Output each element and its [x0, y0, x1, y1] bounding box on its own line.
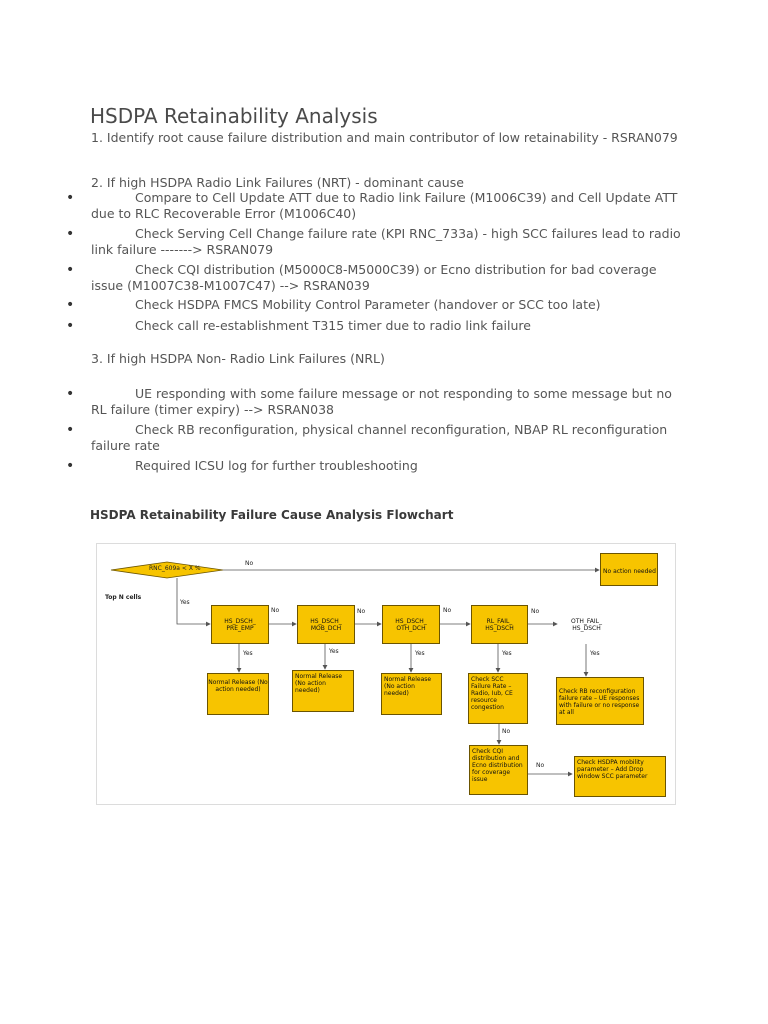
no-action-box: No action needed: [600, 553, 658, 586]
cause-box-rl-fail: RL_FAIL_ HS_DSCH: [471, 605, 528, 644]
mobility-parameter-box: Check HSDPA mobility parameter – Add Drop window SCC parameter: [574, 756, 666, 797]
flowchart: [96, 543, 676, 805]
no-label: No: [531, 608, 540, 615]
no-label: No: [245, 560, 254, 567]
cause-box-pre-emp: HS_DSCH_ PRE_EMP: [211, 605, 269, 644]
bullet-marker: •: [66, 226, 75, 242]
yes-label: Yes: [590, 650, 600, 657]
yes-label: Yes: [243, 650, 253, 657]
decision-label: RNC_609a < X %: [149, 565, 201, 572]
bullet-marker: •: [66, 262, 75, 278]
list-item: UE responding with some failure message or not responding to some message but no RL failure (timer expiry) --> RSRAN038: [91, 386, 672, 417]
yes-label: Yes: [180, 599, 190, 606]
no-label: No: [443, 607, 452, 614]
list-item: Check RB reconfiguration, physical channel reconfiguration, NBAP RL reconfiguration failure rate: [91, 422, 668, 453]
list-item: Check HSDPA FMCS Mobility Control Parameter (handover or SCC too late): [135, 297, 601, 312]
no-label: No: [536, 762, 545, 769]
list-item: Check call re-establishment T315 timer due to radio link failure: [135, 318, 531, 333]
list-item: Check CQI distribution (M5000C8-M5000C39) or Ecno distribution for bad coverage issue (M1007C38-M1007C47) --> RSRAN039: [91, 262, 657, 293]
result-box-rb-reconfig: Check RB reconfiguration failure rate – UE responses with failure or no response at all: [556, 677, 644, 725]
step-2-text: 2. If high HSDPA Radio Link Failures (NRT) - dominant cause: [91, 175, 464, 190]
step-3-text: 3. If high HSDPA Non- Radio Link Failures (NRL): [91, 351, 385, 366]
cause-box-mob-dch: HS_DSCH_ MOB_DCH: [297, 605, 355, 644]
bullet-marker: •: [66, 318, 75, 334]
bullet-marker: •: [66, 386, 75, 402]
result-box-normal-release-1: Normal Release (No action needed): [207, 673, 269, 715]
bullet-marker: •: [66, 422, 75, 438]
yes-label: Yes: [502, 650, 512, 657]
top-n-cells-label: Top N cells: [105, 594, 142, 601]
list-item: Required ICSU log for further troubleshooting: [135, 458, 418, 473]
no-label: No: [357, 608, 366, 615]
cqi-ecno-box: Check CQI distribution and Ecno distribution for coverage issue: [469, 745, 528, 795]
cause-box-oth-fail: OTH_FAIL_ HS_DSCH: [558, 605, 615, 644]
result-box-scc-failure: Check SCC Failure Rate – Radio, Iub, CE resource congestion: [468, 673, 528, 724]
yes-label: Yes: [329, 648, 339, 655]
page-title: HSDPA Retainability Analysis: [90, 104, 378, 128]
list-item: Compare to Cell Update ATT due to Radio link Failure (M1006C39) and Cell Update ATT due to RLC Recoverable Error (M1006C40): [91, 190, 678, 221]
result-box-normal-release-3: Normal Release (No action needed): [381, 673, 442, 715]
bullet-marker: •: [66, 297, 75, 313]
yes-label: Yes: [415, 650, 425, 657]
bullet-marker: •: [66, 190, 75, 206]
result-box-normal-release-2: Normal Release (No action needed): [292, 670, 354, 712]
cause-box-oth-dch: HS_DSCH_ OTH_DCH: [382, 605, 440, 644]
bullet-marker: •: [66, 458, 75, 474]
no-label: No: [502, 728, 511, 735]
step-1-text: 1. Identify root cause failure distribution and main contributor of low retainability - RSRAN079: [91, 130, 678, 145]
list-item: Check Serving Cell Change failure rate (KPI RNC_733a) - high SCC failures lead to radio link failure -------> RSRAN079: [91, 226, 681, 257]
no-label: No: [271, 607, 280, 614]
flowchart-title: HSDPA Retainability Failure Cause Analysis Flowchart: [90, 508, 454, 522]
